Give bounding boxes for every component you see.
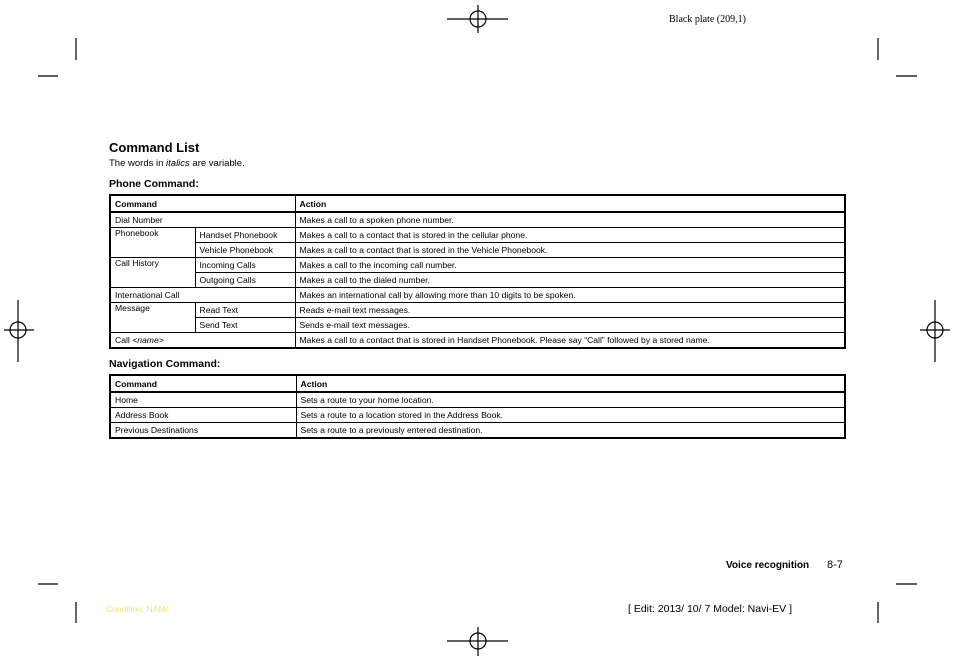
variable-note-after: are variable. (189, 158, 245, 169)
navigation-command-table (109, 374, 846, 439)
action-cell: Reads e-mail text messages. (295, 303, 845, 318)
table-row (110, 258, 845, 273)
table-row (110, 423, 845, 439)
subcommand-cell: Vehicle Phonebook (195, 243, 295, 258)
variable-note-before: The words in (109, 158, 167, 169)
table-header-row (110, 195, 845, 212)
page-title: Command List (109, 140, 200, 155)
subcommand-cell: Send Text (195, 318, 295, 333)
name-variable: <name> (132, 335, 164, 345)
subcommand-cell: Read Text (195, 303, 295, 318)
table-row (110, 303, 845, 318)
action-cell: Makes a call to the dialed number. (295, 273, 845, 288)
subcommand-cell: Incoming Calls (195, 258, 295, 273)
table-header-row (110, 375, 845, 392)
command-cell: Address Book (110, 408, 296, 423)
action-cell: Makes an international call by allowing more than 10 digits to be spoken. (295, 288, 845, 303)
action-cell: Makes a call to a spoken phone number. (295, 212, 845, 228)
phone-command-table (109, 194, 846, 349)
table-row (110, 273, 845, 288)
subcommand-cell: Handset Phonebook (195, 228, 295, 243)
condition-label: Condition: NAM/ (106, 604, 168, 614)
table-row (110, 228, 845, 243)
table-row (110, 243, 845, 258)
command-cell: Home (110, 392, 296, 408)
action-cell: Makes a call to a contact that is stored in the Vehicle Phonebook. (295, 243, 845, 258)
action-cell: Sets a route to your home location. (296, 392, 845, 408)
table-row (110, 333, 845, 349)
command-cell: Previous Destinations (110, 423, 296, 439)
command-cell: Dial Number (110, 212, 295, 228)
call-label: Call (115, 335, 133, 345)
section-title: Voice recognition (726, 560, 810, 571)
phone-command-heading: Phone Command: (109, 178, 199, 190)
navigation-command-heading: Navigation Command: (109, 358, 221, 370)
table-row (110, 392, 845, 408)
command-column-header: Command (110, 195, 295, 212)
table-row (110, 318, 845, 333)
page-number: 8-7 (827, 559, 843, 571)
variable-note (109, 158, 245, 169)
command-cell: International Call (110, 288, 295, 303)
table-row (110, 212, 845, 228)
action-cell: Makes a call to the incoming call number. (295, 258, 845, 273)
action-cell: Makes a call to a contact that is stored in Handset Phonebook. Please say “Call” followed by a stored name. (295, 333, 845, 349)
subcommand-cell: Outgoing Calls (195, 273, 295, 288)
command-cell: Message (110, 303, 195, 333)
action-cell: Makes a call to a contact that is stored in the cellular phone. (295, 228, 845, 243)
command-cell (110, 333, 295, 349)
plate-label: Black plate (209,1) (669, 14, 746, 25)
table-row (110, 288, 845, 303)
action-cell: Sets a route to a previously entered destination. (296, 423, 845, 439)
command-column-header: Command (110, 375, 296, 392)
variable-note-italic: italics (166, 158, 190, 169)
command-cell: Call History (110, 258, 195, 288)
action-cell: Sends e-mail text messages. (295, 318, 845, 333)
table-row (110, 408, 845, 423)
command-cell: Phonebook (110, 228, 195, 258)
action-cell: Sets a route to a location stored in the Address Book. (296, 408, 845, 423)
action-column-header: Action (296, 375, 845, 392)
action-column-header: Action (295, 195, 845, 212)
edit-info: [ Edit: 2013/ 10/ 7 Model: Navi-EV ] (628, 603, 793, 615)
